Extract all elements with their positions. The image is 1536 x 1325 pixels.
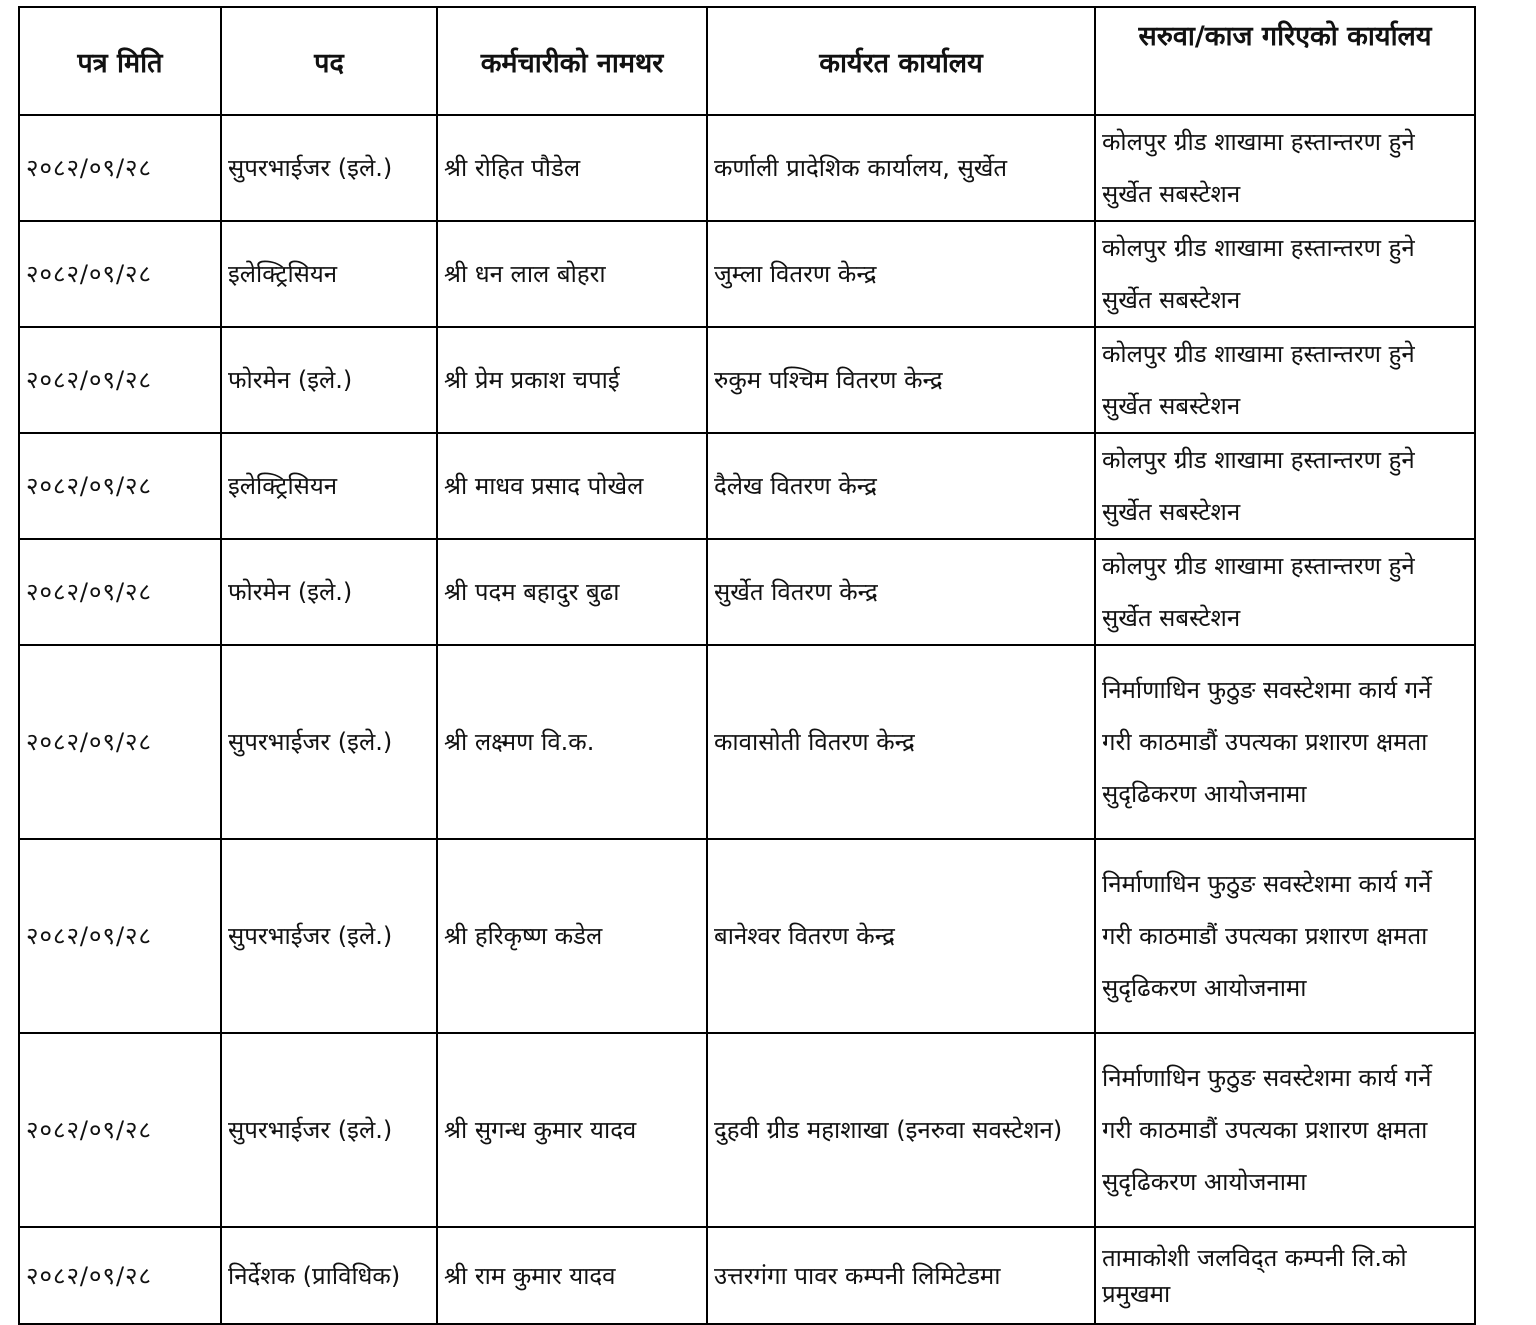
cell-destination-office: निर्माणाधिन फुठुङ सवस्टेशमा कार्य गर्ने गरी काठमाडौं उपत्यका प्रशारण क्षमता सुदृढिकरण आयोजनामा <box>1095 1033 1475 1227</box>
cell-destination-office: कोलपुर ग्रीड शाखामा हस्तान्तरण हुने सुर्खेत सबस्टेशन <box>1095 433 1475 539</box>
cell-letter-date: २०८२/०९/२८ <box>19 645 221 839</box>
cell-employee-name: श्री लक्ष्मण वि.क. <box>437 645 707 839</box>
table-row <box>19 221 1475 327</box>
cell-current-office: सुर्खेत वितरण केन्द्र <box>707 539 1095 645</box>
cell-current-office: कावासोती वितरण केन्द्र <box>707 645 1095 839</box>
table-row <box>19 1227 1475 1324</box>
cell-letter-date: २०८२/०९/२८ <box>19 115 221 221</box>
table-row <box>19 1033 1475 1227</box>
transfer-table <box>18 6 1476 1325</box>
header-destination-office: सरुवा/काज गरिएको कार्यालय <box>1095 7 1475 115</box>
cell-destination-office: कोलपुर ग्रीड शाखामा हस्तान्तरण हुने सुर्खेत सबस्टेशन <box>1095 539 1475 645</box>
table-header-row <box>19 7 1475 115</box>
cell-post: सुपरभाईजर (इले.) <box>221 115 437 221</box>
cell-destination-office: निर्माणाधिन फुठुङ सवस्टेशमा कार्य गर्ने गरी काठमाडौं उपत्यका प्रशारण क्षमता सुदृढिकरण आयोजनामा <box>1095 645 1475 839</box>
cell-letter-date: २०८२/०९/२८ <box>19 327 221 433</box>
table-row <box>19 115 1475 221</box>
cell-current-office: उत्तरगंगा पावर कम्पनी लिमिटेडमा <box>707 1227 1095 1324</box>
cell-current-office: दुहवी ग्रीड महाशाखा (इनरुवा सवस्टेशन) <box>707 1033 1095 1227</box>
cell-employee-name: श्री प्रेम प्रकाश चपाई <box>437 327 707 433</box>
cell-destination-office: तामाकोशी जलविद्त कम्पनी लि.को प्रमुखमा <box>1095 1227 1475 1324</box>
cell-post: सुपरभाईजर (इले.) <box>221 839 437 1033</box>
cell-destination-office: कोलपुर ग्रीड शाखामा हस्तान्तरण हुने सुर्खेत सबस्टेशन <box>1095 221 1475 327</box>
cell-letter-date: २०८२/०९/२८ <box>19 539 221 645</box>
table-row <box>19 327 1475 433</box>
cell-post: फोरमेन (इले.) <box>221 327 437 433</box>
cell-current-office: बानेश्वर वितरण केन्द्र <box>707 839 1095 1033</box>
cell-destination-office: निर्माणाधिन फुठुङ सवस्टेशमा कार्य गर्ने गरी काठमाडौं उपत्यका प्रशारण क्षमता सुदृढिकरण आयोजनामा <box>1095 839 1475 1033</box>
cell-employee-name: श्री रोहित पौडेल <box>437 115 707 221</box>
table-row <box>19 539 1475 645</box>
table-row <box>19 645 1475 839</box>
cell-employee-name: श्री सुगन्ध कुमार यादव <box>437 1033 707 1227</box>
cell-letter-date: २०८२/०९/२८ <box>19 221 221 327</box>
cell-post: इलेक्ट्रिसियन <box>221 221 437 327</box>
cell-current-office: जुम्ला वितरण केन्द्र <box>707 221 1095 327</box>
cell-post: सुपरभाईजर (इले.) <box>221 1033 437 1227</box>
cell-destination-office: कोलपुर ग्रीड शाखामा हस्तान्तरण हुने सुर्खेत सबस्टेशन <box>1095 115 1475 221</box>
table-row <box>19 839 1475 1033</box>
cell-letter-date: २०८२/०९/२८ <box>19 433 221 539</box>
cell-current-office: रुकुम पश्चिम वितरण केन्द्र <box>707 327 1095 433</box>
cell-post: निर्देशक (प्राविधिक) <box>221 1227 437 1324</box>
header-current-office: कार्यरत कार्यालय <box>707 7 1095 115</box>
cell-post: फोरमेन (इले.) <box>221 539 437 645</box>
cell-employee-name: श्री माधव प्रसाद पोखेल <box>437 433 707 539</box>
cell-destination-office: कोलपुर ग्रीड शाखामा हस्तान्तरण हुने सुर्खेत सबस्टेशन <box>1095 327 1475 433</box>
cell-post: सुपरभाईजर (इले.) <box>221 645 437 839</box>
cell-current-office: दैलेख वितरण केन्द्र <box>707 433 1095 539</box>
cell-letter-date: २०८२/०९/२८ <box>19 1033 221 1227</box>
transfer-notice-sheet <box>18 6 1476 1325</box>
header-post: पद <box>221 7 437 115</box>
cell-letter-date: २०८२/०९/२८ <box>19 839 221 1033</box>
table-row <box>19 433 1475 539</box>
cell-post: इलेक्ट्रिसियन <box>221 433 437 539</box>
header-employee-name: कर्मचारीको नामथर <box>437 7 707 115</box>
cell-employee-name: श्री राम कुमार यादव <box>437 1227 707 1324</box>
cell-current-office: कर्णाली प्रादेशिक कार्यालय, सुर्खेत <box>707 115 1095 221</box>
cell-employee-name: श्री पदम बहादुर बुढा <box>437 539 707 645</box>
cell-employee-name: श्री धन लाल बोहरा <box>437 221 707 327</box>
cell-employee-name: श्री हरिकृष्ण कडेल <box>437 839 707 1033</box>
header-letter-date: पत्र मिति <box>19 7 221 115</box>
cell-letter-date: २०८२/०९/२८ <box>19 1227 221 1324</box>
